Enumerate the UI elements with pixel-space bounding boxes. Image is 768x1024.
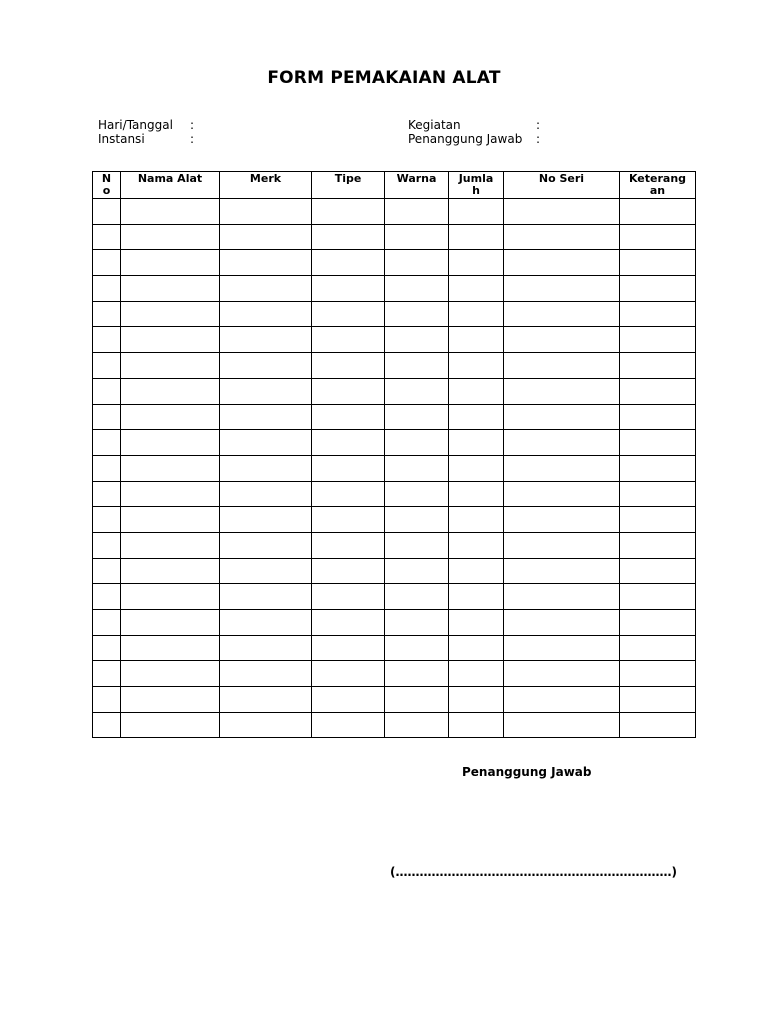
table-row [93,378,696,404]
table-cell [385,327,449,353]
table-cell [620,661,696,687]
table-row [93,199,696,225]
table-row [93,276,696,302]
signature-title: Penanggung Jawab [462,765,592,779]
table-cell [385,635,449,661]
header-tipe: Tipe [312,172,385,199]
table-cell [449,532,504,558]
table-cell [220,584,312,610]
table-cell [385,455,449,481]
table-cell [620,327,696,353]
table-row [93,430,696,456]
table-cell [385,532,449,558]
table-cell [449,661,504,687]
table-row [93,635,696,661]
table-cell [121,687,220,713]
table-cell [449,455,504,481]
table-cell [93,404,121,430]
table-cell [620,378,696,404]
table-cell [385,661,449,687]
table-cell [312,558,385,584]
table-cell [504,661,620,687]
table-cell [93,378,121,404]
table-cell [620,301,696,327]
table-cell [385,507,449,533]
table-cell [312,276,385,302]
info-label-kegiatan: Kegiatan [408,118,461,132]
table-cell [312,327,385,353]
table-cell [220,712,312,738]
table-cell [93,712,121,738]
header-merk: Merk [220,172,312,199]
table-cell [504,455,620,481]
header-jumlah: Jumla h [449,172,504,199]
table-cell [449,224,504,250]
table-cell [220,558,312,584]
table-cell [312,661,385,687]
table-cell [620,404,696,430]
table-cell [312,250,385,276]
table-cell [312,507,385,533]
info-colon: : [536,118,541,132]
header-warna: Warna [385,172,449,199]
table-cell [620,584,696,610]
info-left [98,118,218,148]
table-cell [449,276,504,302]
table-cell [121,712,220,738]
table-cell [449,430,504,456]
table-cell [504,584,620,610]
table-cell [121,250,220,276]
table-cell [504,507,620,533]
table-cell [385,250,449,276]
table-cell [121,430,220,456]
table-cell [220,224,312,250]
table-cell [385,199,449,225]
table-cell [449,481,504,507]
table-cell [220,610,312,636]
table-row [93,353,696,379]
table-cell [504,481,620,507]
table-cell [504,687,620,713]
table-cell [620,532,696,558]
table-cell [449,378,504,404]
table-cell [312,635,385,661]
table-cell [385,378,449,404]
table-cell [93,250,121,276]
table-body [93,199,696,738]
table-cell [504,250,620,276]
table-cell [504,430,620,456]
table-cell [93,301,121,327]
table-cell [93,532,121,558]
table-cell [620,610,696,636]
table-cell [312,404,385,430]
table-cell [504,353,620,379]
table-cell [312,712,385,738]
table-cell [312,532,385,558]
table-cell [504,199,620,225]
table-cell [220,455,312,481]
table-cell [504,635,620,661]
table-cell [220,661,312,687]
table-cell [449,687,504,713]
table-cell [312,378,385,404]
table-cell [93,507,121,533]
table-cell [312,481,385,507]
info-colon: : [190,118,195,132]
table-cell [504,558,620,584]
table-cell [312,430,385,456]
table-cell [121,327,220,353]
table-cell [385,301,449,327]
table-cell [121,507,220,533]
table-row [93,661,696,687]
table-cell [93,687,121,713]
info-label-instansi: Instansi [98,132,145,146]
table-cell [93,224,121,250]
table-cell [449,353,504,379]
table-cell [504,610,620,636]
table-cell [220,507,312,533]
table-row [93,532,696,558]
table-cell [504,378,620,404]
table-cell [385,430,449,456]
table-cell [121,276,220,302]
table-row [93,224,696,250]
table-cell [385,404,449,430]
table-cell [121,481,220,507]
table-cell [220,276,312,302]
table-row [93,558,696,584]
table-cell [220,378,312,404]
table-cell [620,430,696,456]
table-cell [220,481,312,507]
table-cell [220,301,312,327]
table-cell [220,635,312,661]
table-cell [93,584,121,610]
table-cell [121,199,220,225]
table-cell [93,610,121,636]
table-row [93,507,696,533]
table-cell [449,584,504,610]
table-cell [312,224,385,250]
table-cell [121,532,220,558]
table-cell [620,250,696,276]
table-cell [504,712,620,738]
table-cell [121,353,220,379]
table-cell [121,224,220,250]
table-cell [449,199,504,225]
table-row [93,687,696,713]
table-cell [620,276,696,302]
info-label-penanggung-jawab: Penanggung Jawab [408,132,523,146]
table-cell [312,301,385,327]
info-colon: : [190,132,195,146]
table-cell [620,481,696,507]
table-cell [449,558,504,584]
table-row [93,481,696,507]
table-cell [121,610,220,636]
form-title: FORM PEMAKAIAN ALAT [267,68,501,88]
table-cell [312,610,385,636]
table-row [93,301,696,327]
table-cell [620,558,696,584]
table-row [93,404,696,430]
table-cell [385,353,449,379]
table-cell [312,455,385,481]
table-cell [220,250,312,276]
table-cell [121,378,220,404]
table-cell [93,430,121,456]
table-cell [385,712,449,738]
table-header-row [93,172,696,199]
table-cell [385,584,449,610]
table-cell [504,532,620,558]
table-cell [504,224,620,250]
table-cell [312,584,385,610]
table-cell [385,224,449,250]
header-keterangan: Keterang an [620,172,696,199]
table-row [93,250,696,276]
table-cell [385,481,449,507]
table-cell [449,507,504,533]
table-cell [121,558,220,584]
table-cell [620,455,696,481]
table-cell [121,661,220,687]
table-cell [504,301,620,327]
table-row [93,455,696,481]
table-row [93,584,696,610]
table-cell [504,327,620,353]
table-cell [121,584,220,610]
table-cell [620,353,696,379]
table-cell [385,276,449,302]
table-cell [121,301,220,327]
table-cell [449,404,504,430]
table-cell [93,481,121,507]
table-cell [121,635,220,661]
table-cell [93,661,121,687]
header-no: N o [93,172,121,199]
table-cell [220,199,312,225]
table-cell [93,635,121,661]
table-cell [93,199,121,225]
equipment-table [92,171,696,738]
table-cell [620,507,696,533]
header-nama-alat: Nama Alat [121,172,220,199]
table-cell [93,276,121,302]
table-cell [449,635,504,661]
table-cell [504,276,620,302]
table-cell [504,404,620,430]
table-cell [220,430,312,456]
table-row [93,327,696,353]
table-cell [620,635,696,661]
table-cell [121,455,220,481]
table-cell [93,353,121,379]
table-cell [220,532,312,558]
table-cell [93,558,121,584]
table-cell [620,224,696,250]
table-cell [449,250,504,276]
table-cell [449,327,504,353]
table-cell [449,610,504,636]
table-cell [620,687,696,713]
table-cell [312,353,385,379]
table-cell [93,327,121,353]
info-right [408,118,568,148]
table-row [93,712,696,738]
signature-line: (……………………………………………………………) [390,865,677,879]
table-cell [220,327,312,353]
table-cell [121,404,220,430]
table-row [93,610,696,636]
table-cell [93,455,121,481]
header-no-seri: No Seri [504,172,620,199]
table-cell [449,301,504,327]
table-cell [620,199,696,225]
table-cell [385,687,449,713]
table-cell [449,712,504,738]
info-colon: : [536,132,541,146]
table-cell [385,610,449,636]
info-label-hari-tanggal: Hari/Tanggal [98,118,173,132]
table-cell [385,558,449,584]
table-cell [312,199,385,225]
table-cell [220,687,312,713]
table-cell [312,687,385,713]
table-cell [220,353,312,379]
table-cell [620,712,696,738]
table-cell [220,404,312,430]
